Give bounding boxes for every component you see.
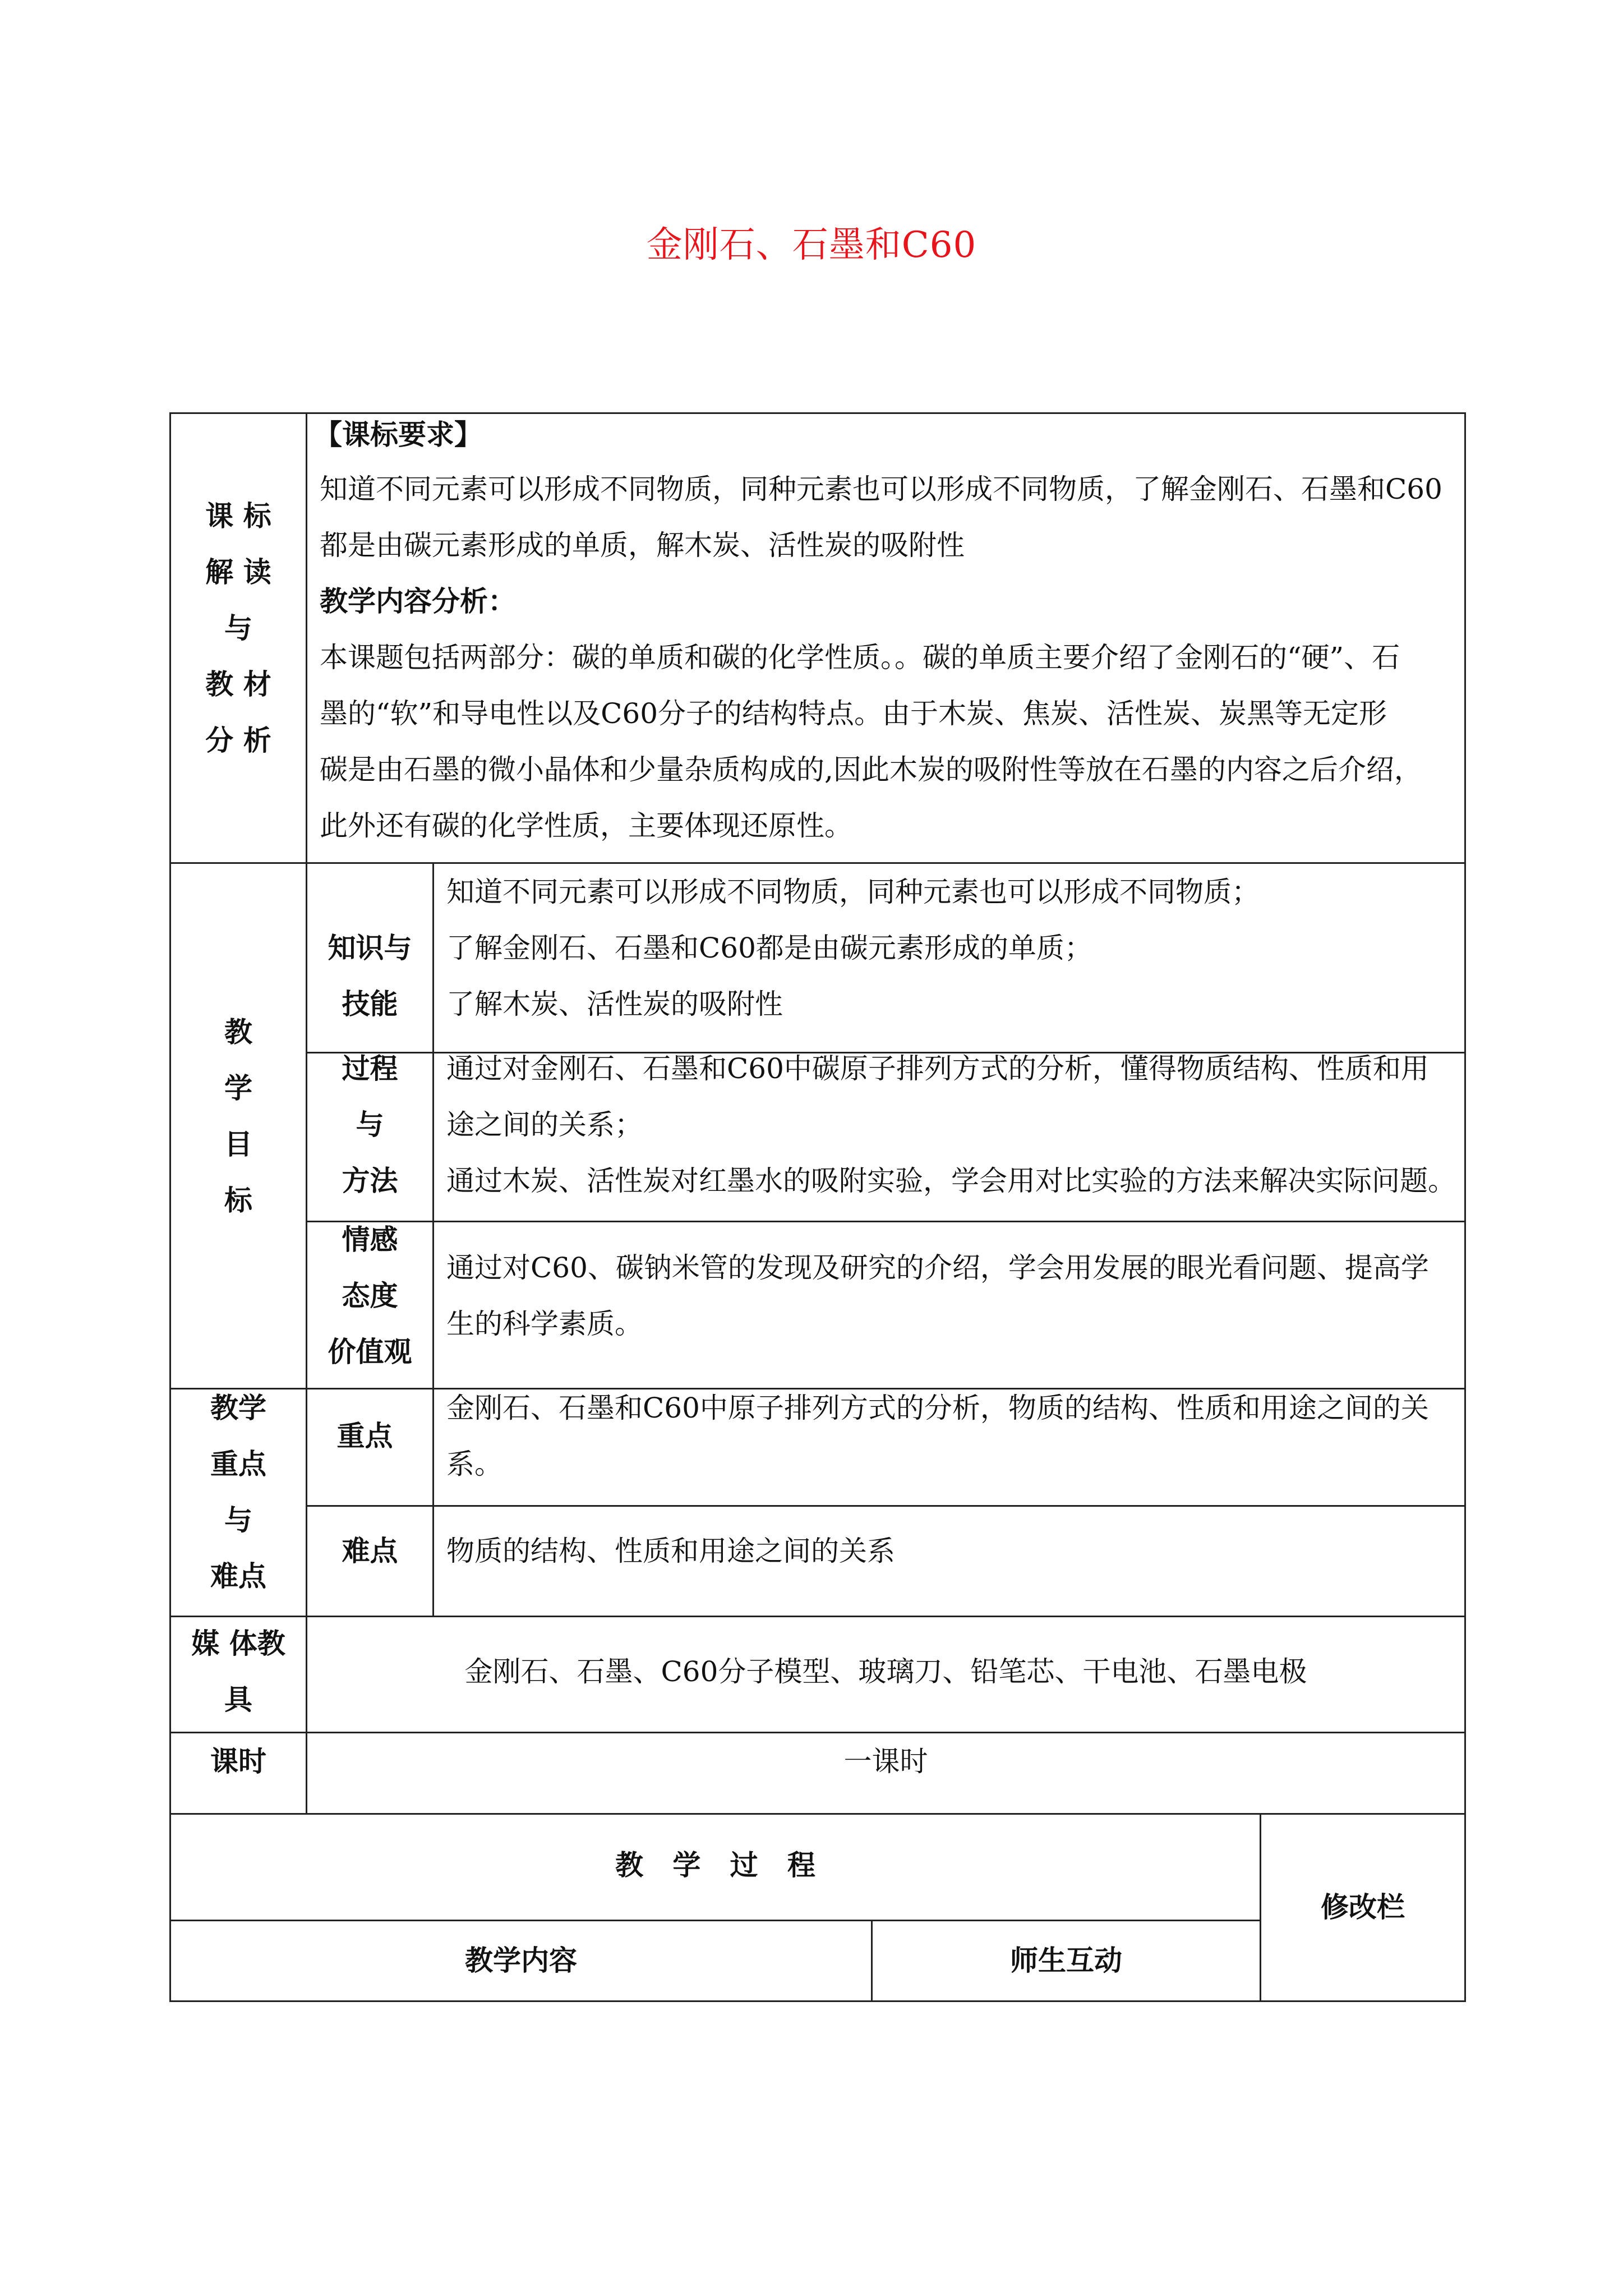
- emotion-line: 通过对C60、碳钠米管的发现及研究的介绍，学会用发展的眼光看问题、提高学: [446, 1251, 1429, 1284]
- content-analysis-line: 此外还有碳的化学性质，主要体现还原性。: [320, 809, 852, 842]
- teaching-process-header: 教 学 过 程: [615, 1848, 815, 1881]
- revision-column-header: 修改栏: [1321, 1890, 1405, 1924]
- emotion-line: 生的科学素质。: [446, 1308, 643, 1340]
- section2-label-line: 标: [224, 1184, 252, 1217]
- media-label-line: 具: [224, 1683, 252, 1716]
- section1-label-line: 与: [224, 611, 252, 645]
- emotion-label-line: 价值观: [328, 1335, 412, 1368]
- process-line: 途之间的关系；: [446, 1108, 643, 1141]
- key-point-line: 金刚石、石墨和C60中原子排列方式的分析，物质的结构、性质和用途之间的关: [446, 1392, 1429, 1424]
- emotion-label-line: 态度: [342, 1279, 398, 1312]
- emotion-label-line: 情感: [342, 1223, 398, 1256]
- knowledge-line: 了解木炭、活性炭的吸附性: [446, 988, 783, 1020]
- media-label-line: 媒 体教: [191, 1627, 285, 1660]
- content-analysis-line: 本课题包括两部分：碳的单质和碳的化学性质。。碳的单质主要介绍了金刚石的“硬”、石: [320, 641, 1400, 674]
- section2-label: [171, 1004, 306, 1228]
- section1-label-line: 教 材: [205, 668, 271, 701]
- key-point-label: 重点: [336, 1419, 393, 1452]
- section3-label-line: 与: [224, 1503, 252, 1536]
- media-text: 金刚石、石墨、C60分子模型、玻璃刀、铅笔芯、干电池、石墨电极: [464, 1655, 1307, 1688]
- process-label: [307, 1041, 432, 1209]
- section1-label-line: 解 读: [205, 555, 271, 588]
- process-label-line: 与: [356, 1108, 384, 1141]
- teaching-content-header: 教学内容: [465, 1944, 577, 1977]
- emotion-label: [307, 1212, 432, 1380]
- class-hours-label: 课时: [210, 1745, 266, 1778]
- course-standard-line: 都是由碳元素形成的单质，解木炭、活性炭的吸附性: [320, 529, 965, 562]
- section2-label-line: 目: [224, 1128, 252, 1161]
- section2-label-line: 学: [224, 1071, 252, 1105]
- process-line: 通过对金刚石、石墨和C60中碳原子排列方式的分析，懂得物质结构、性质和用: [446, 1052, 1429, 1085]
- knowledge-line: 了解金刚石、石墨和C60都是由碳元素形成的单质；: [446, 932, 1092, 964]
- key-point-line: 系。: [446, 1448, 502, 1480]
- section3-label-line: 重点: [210, 1447, 266, 1480]
- content-analysis-line: 碳是由石墨的微小晶体和少量杂质构成的,因此木炭的吸附性等放在石墨的内容之后介绍，: [320, 753, 1422, 786]
- section1-label: [171, 488, 306, 769]
- document-title: 金刚石、石墨和C60: [646, 224, 977, 266]
- section1-label-line: 课 标: [205, 499, 271, 532]
- section3-label-line: 教学: [210, 1391, 266, 1424]
- section1-label-line: 分 析: [205, 724, 271, 757]
- interaction-header: 师生互动: [1010, 1944, 1122, 1977]
- knowledge-label: [307, 920, 432, 1032]
- difficult-point-label: 难点: [342, 1534, 398, 1567]
- content-analysis-line: 墨的“软”和导电性以及C60分子的结构特点。由于木炭、焦炭、活性炭、炭黑等无定形: [320, 697, 1387, 730]
- process-label-line: 过程: [342, 1052, 398, 1085]
- knowledge-label-line: 技能: [342, 987, 398, 1020]
- process-line: 通过木炭、活性炭对红墨水的吸附实验，学会用对比实验的方法来解决实际问题。: [446, 1165, 1456, 1197]
- media-label: [171, 1616, 306, 1728]
- course-standard-heading: 【课标要求】: [314, 418, 482, 451]
- difficult-point-text: 物质的结构、性质和用途之间的关系: [446, 1535, 895, 1567]
- content-analysis-heading: 教学内容分析：: [320, 585, 516, 618]
- course-standard-line: 知道不同元素可以形成不同物质，同种元素也可以形成不同物质，了解金刚石、石墨和C60: [320, 473, 1442, 505]
- knowledge-line: 知道不同元素可以形成不同物质，同种元素也可以形成不同物质；: [446, 876, 1260, 908]
- section3-label: [171, 1380, 306, 1604]
- class-hours-text: 一课时: [843, 1745, 928, 1778]
- process-label-line: 方法: [342, 1164, 398, 1197]
- section3-label-line: 难点: [210, 1559, 266, 1593]
- knowledge-label-line: 知识与: [328, 931, 412, 964]
- section2-label-line: 教: [224, 1015, 252, 1048]
